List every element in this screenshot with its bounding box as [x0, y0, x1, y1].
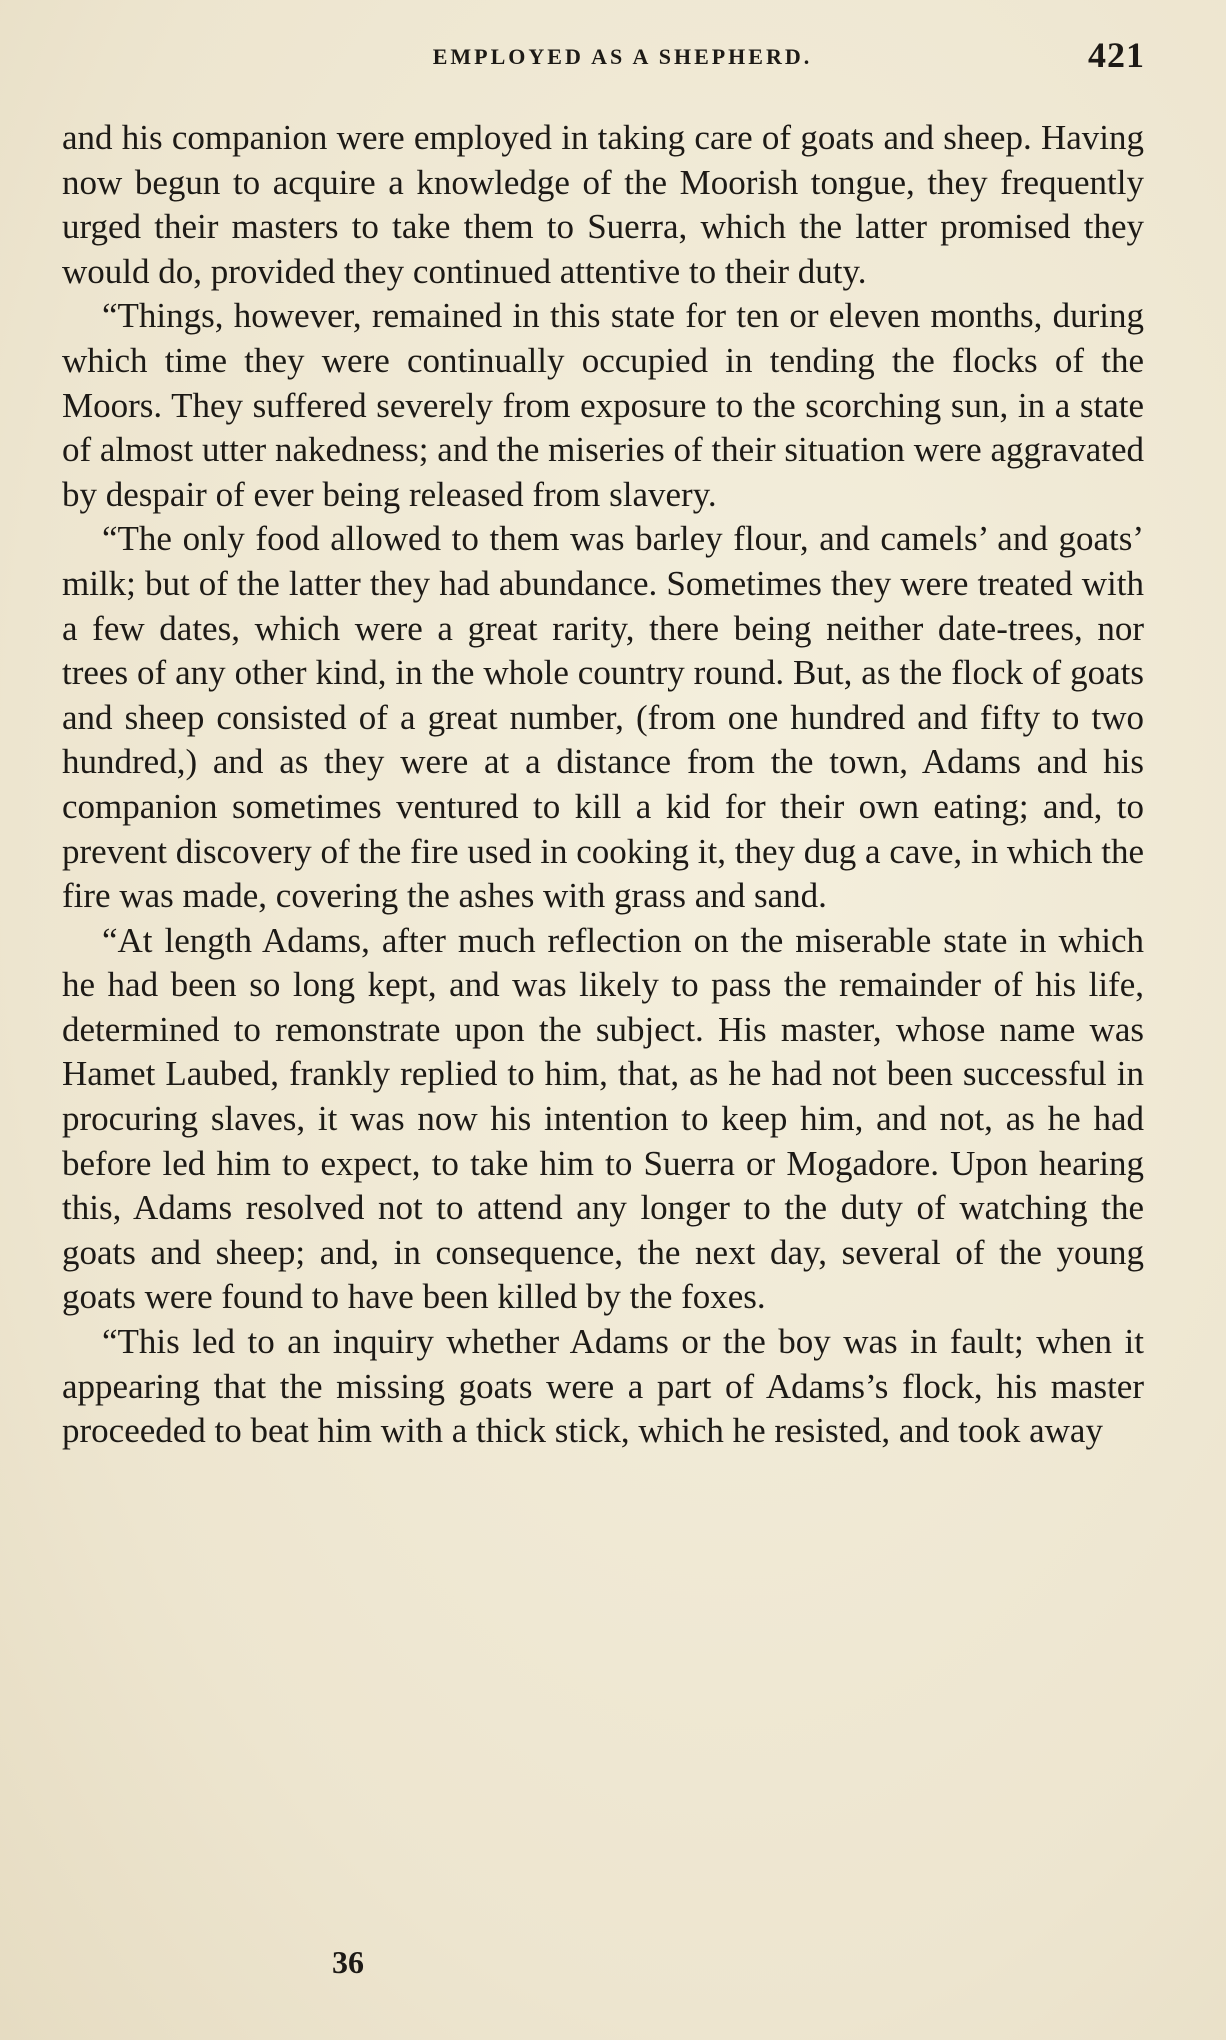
paragraph-continued: and his companion were employed in taking care of goats and sheep. Having now begun to acquire a knowledge of the Moorish tongue, they frequently urged their masters to take them to Suerra, which the latter promised they would do, provided they continued attentive to their duty. [62, 118, 1144, 291]
running-head [60, 34, 1145, 74]
paragraph: “The only food allowed to them was barley flour, and camels’ and goats’ milk; but of the latter they had abundance. Sometimes they were treated with a few dates, which were a great rarity, there being neither date-trees, nor trees of any other kind, in the whole country round. But, as the flock of goats and sheep consisted of a great number, (from one hundred and fifty to two hundred,) and as they were at a distance from the town, Adams and his companion sometimes ventured to kill a kid for their own eating; and, to prevent discovery of the fire used in cooking it, they dug a cave, in which the fire was made, covering the ashes with grass and sand. [62, 519, 1144, 916]
paragraph: “At length Adams, after much reflection on the miserable state in which he had been so long kept, and was likely to pass the remainder of his life, determined to remonstrate upon the subject. His master, whose name was Hamet Laubed, frankly replied to him, that, as he had not been successful in procuring slaves, it was now his intention to keep him, and not, as he had before led him to expect, to take him to Suerra or Mogadore. Upon hearing this, Adams resolved not to attend any longer to the duty of watching the goats and sheep; and, in consequence, the next day, several of the young goats were found to have been killed by the foxes. [62, 920, 1144, 1317]
signature-mark: 36 [332, 1944, 364, 1980]
running-title: EMPLOYED AS A SHEPHERD. [432, 44, 813, 69]
body-text [62, 116, 1144, 1454]
page-number: 421 [1088, 35, 1145, 75]
paragraph: “Things, however, remained in this state for ten or eleven months, during which time they were continually occupied in tending the flocks of the Moors. They suffered severely from exposure to the scorching sun, in a state of almost utter nakedness; and the miseries of their situation were aggravated by despair of ever being released from slavery. [62, 296, 1144, 514]
paragraph: “This led to an inquiry whether Adams or the boy was in fault; when it appearing that the missing goats were a part of Adams’s flock, his master proceeded to beat him with a thick stick, which he resisted, and took away [62, 1322, 1144, 1451]
